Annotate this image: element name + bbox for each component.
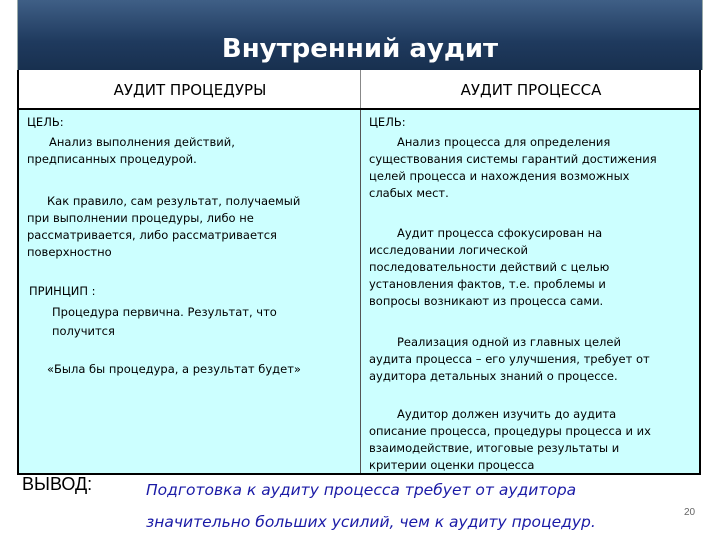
left-goal-line-1: Анализ выполнения действий,: [49, 135, 235, 149]
left-principle-label: ПРИНЦИП :: [29, 284, 96, 298]
right-study-line-3: взаимодействие, итоговые результаты и: [369, 441, 620, 455]
right-goal-line-4: слабых мест.: [369, 186, 449, 200]
title-bar: [17, 0, 703, 70]
conclusion-label: ВЫВОД:: [22, 474, 93, 494]
right-study-line-2: описание процесса, процедуры процесса и их: [369, 424, 651, 438]
comparison-table-body: [17, 108, 701, 475]
slide-title: Внутренний аудит: [221, 34, 499, 64]
right-improve-line-2: аудита процесса – его улучшения, требует от: [369, 352, 650, 366]
column-header-procedure-audit: АУДИТ ПРОЦЕДУРЫ: [113, 81, 267, 99]
right-improve-line-3: аудитора детальных знаний о процессе.: [369, 369, 618, 383]
left-rule-line-1: Как правило, сам результат, получаемый: [47, 194, 301, 208]
left-quote: «Была бы процедура, а результат будет»: [47, 362, 301, 376]
left-rule-line-4: поверхностно: [27, 245, 112, 259]
conclusion-text: [146, 474, 666, 538]
right-focus-line-2: исследовании логической: [369, 243, 529, 257]
conclusion-line-1: Подготовка к аудиту процесса требует от аудитора: [146, 481, 577, 499]
right-improve-line-1: Реализация одной из главных целей: [397, 335, 621, 349]
right-goal-line-3: целей процесса и нахождения возможных: [369, 169, 630, 183]
right-study-line-1: Аудитор должен изучить до аудита: [397, 407, 617, 421]
conclusion-line-2: значительно больших усилий, чем к аудиту процедур.: [146, 513, 596, 531]
left-rule-line-2: при выполнении процедуры, либо не: [27, 211, 254, 225]
left-rule-line-3: рассматривается, либо рассматривается: [27, 228, 277, 242]
right-goal-label: ЦЕЛЬ:: [369, 115, 406, 129]
left-goal-line-2: предписанных процедурой.: [27, 152, 197, 166]
left-goal-label: ЦЕЛЬ:: [27, 115, 64, 129]
left-principle-line-1: Процедура первична. Результат, что: [52, 305, 277, 319]
right-study-line-4: критерии оценки процесса: [369, 458, 535, 472]
right-focus-line-1: Аудит процесса сфокусирован на: [397, 226, 603, 240]
column-header-process-audit: АУДИТ ПРОЦЕССА: [460, 81, 602, 99]
page-number: 20: [684, 507, 696, 518]
right-focus-line-4: установления фактов, т.е. проблемы и: [369, 277, 606, 291]
right-focus-line-5: вопросы возникают из процесса сами.: [369, 294, 604, 308]
right-goal-line-1: Анализ процесса для определения: [397, 135, 611, 149]
right-goal-line-2: существования системы гарантий достижения: [369, 152, 657, 166]
column-divider: [360, 110, 361, 473]
right-focus-line-3: последовательности действий с целью: [369, 260, 610, 274]
table-header-row: [17, 70, 701, 108]
left-principle-line-2: получится: [52, 324, 115, 338]
